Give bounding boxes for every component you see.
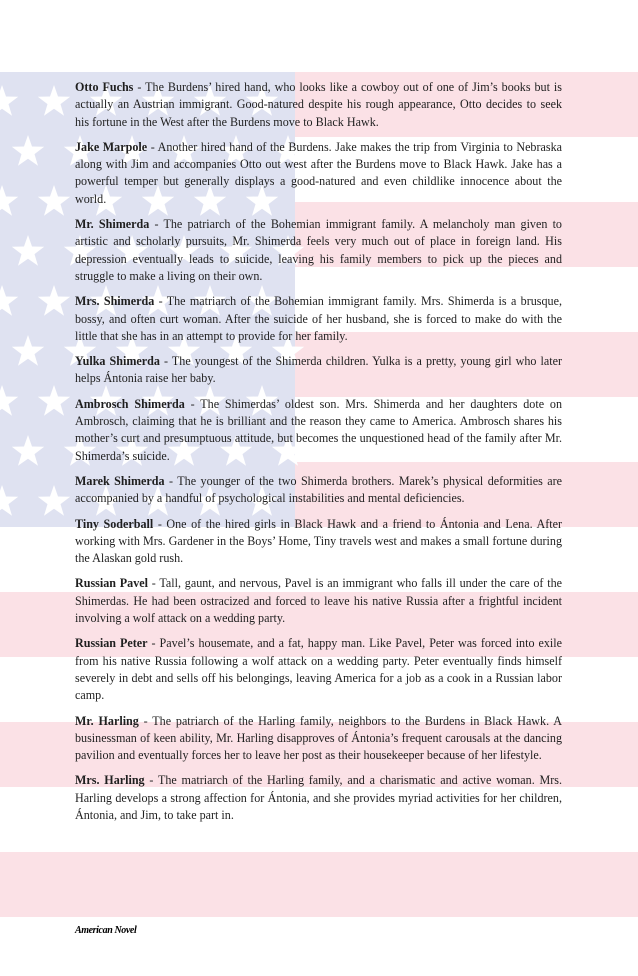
- character-entry: [75, 635, 562, 704]
- separator: -: [164, 354, 169, 369]
- separator: -: [190, 396, 195, 411]
- character-entry: [75, 139, 562, 208]
- character-name: Tiny Soderball: [75, 516, 154, 531]
- separator: -: [154, 217, 159, 232]
- character-description: One of the hired girls in Black Hawk and a friend to Ántonia and Lena. After working with Mrs. Gardener in the Boys’ Home, Tiny travels west and makes a small fortune during the Alaskan gold rush.: [75, 516, 562, 566]
- separator: -: [169, 473, 174, 488]
- character-name: Marek Shimerda: [75, 473, 165, 488]
- character-entry: [75, 772, 562, 824]
- character-entry: [75, 396, 562, 465]
- character-name: Otto Fuchs: [75, 80, 134, 94]
- character-entry: [75, 293, 562, 345]
- character-description: The youngest of the Shimerda children. Yulka is a pretty, young girl who later helps Ántonia raise her baby.: [75, 354, 562, 386]
- character-description: The patriarch of the Bohemian immigrant family. A melancholy man given to artistic and scholarly pursuits, Mr. Shimerda feels very much out of place in foreign land. His depression eventually leads to suicide, leaving his family members to pick up the pieces and struggle to make a living on their own.: [75, 217, 562, 283]
- flag-stripe: [0, 852, 638, 917]
- character-name: Mrs. Harling: [75, 773, 145, 788]
- character-description: The younger of the two Shimerda brothers. Marek’s physical deformities are accompanied by a handful of psychological instabilities and mental deficiencies.: [75, 473, 562, 506]
- character-description: The matriarch of the Harling family, and a charismatic and active woman. Mrs. Harling develops a strong affection for Ántonia, and she provides myriad activities for her children, Ántonia, and Jim, to take part in.: [75, 773, 562, 822]
- character-entry: [75, 473, 562, 508]
- separator: -: [143, 713, 148, 728]
- separator: -: [151, 636, 156, 651]
- character-name: Mr. Harling: [75, 713, 139, 728]
- character-name: Mrs. Shimerda: [75, 294, 155, 309]
- character-entry: [75, 216, 562, 285]
- character-description: Tall, gaunt, and nervous, Pavel is an immigrant who falls ill under the care of the Shimerdas. He had been ostracized and forced to leave his native Russia after a frightful incident involving a wolf attack on a wedding party.: [75, 576, 562, 626]
- character-name: Russian Pavel: [75, 576, 148, 591]
- character-entry: [75, 353, 562, 388]
- character-list: [75, 79, 562, 832]
- character-name: Yulka Shimerda: [75, 354, 160, 369]
- character-name: Mr. Shimerda: [75, 217, 150, 232]
- character-entry: [75, 575, 562, 627]
- separator: -: [137, 80, 142, 94]
- character-entry: [75, 79, 562, 131]
- character-description: The Burdens’ hired hand, who looks like a cowboy out of one of Jim’s books but is actually an Austrian immigrant. Good-natured despite his rough appearance, Otto decides to seek his fortune in the West after the Burdens move to Black Hawk.: [75, 80, 562, 129]
- character-name: Ambrosch Shimerda: [75, 396, 185, 411]
- character-name: Jake Marpole: [75, 139, 148, 154]
- separator: -: [151, 576, 156, 591]
- footer-label: American Novel: [75, 925, 137, 936]
- character-description: The matriarch of the Bohemian immigrant family. Mrs. Shimerda is a brusque, bossy, and often curt woman. After the suicide of her husband, she is forced to make do with the little that she has in an attempt to provide for her family.: [75, 294, 562, 343]
- separator: -: [149, 773, 154, 788]
- character-description: The Shimerdas’ oldest son. Mrs. Shimerda and her daughters dote on Ambrosch, claiming that he is brilliant and the reason they came to America. Ambrosch shares his mother’s curt and presumptuous attitude, but becomes the unquestioned head of the family after Mr. Shimerda’s suicide.: [75, 396, 562, 463]
- character-description: The patriarch of the Harling family, neighbors to the Burdens in Black Hawk. A businessman of keen ability, Mr. Harling disapproves of Ántonia’s frequent carousals at the dancing pavilion and eventually forces her to leave her post as their housekeeper because of her lifestyle.: [75, 713, 562, 763]
- character-name: Russian Peter: [75, 636, 148, 651]
- character-description: Another hired hand of the Burdens. Jake makes the trip from Virginia to Nebraska along with Jim and accompanies Otto out west after the Burdens move to Black Hawk. Jake has a powerful temper but generally displays a good-natured and even childlike innocence about the world.: [75, 139, 562, 206]
- separator: -: [150, 139, 155, 154]
- character-entry: [75, 713, 562, 765]
- character-description: Pavel’s housemate, and a fat, happy man. Like Pavel, Peter was forced into exile from his native Russia following a wolf attack on a wedding party. Peter eventually finds himself severely in debt and sells off his belongings, leaving America for a job as a cook in a Russian labor camp.: [75, 636, 563, 703]
- separator: -: [157, 516, 162, 531]
- separator: -: [158, 294, 163, 309]
- character-entry: [75, 516, 562, 568]
